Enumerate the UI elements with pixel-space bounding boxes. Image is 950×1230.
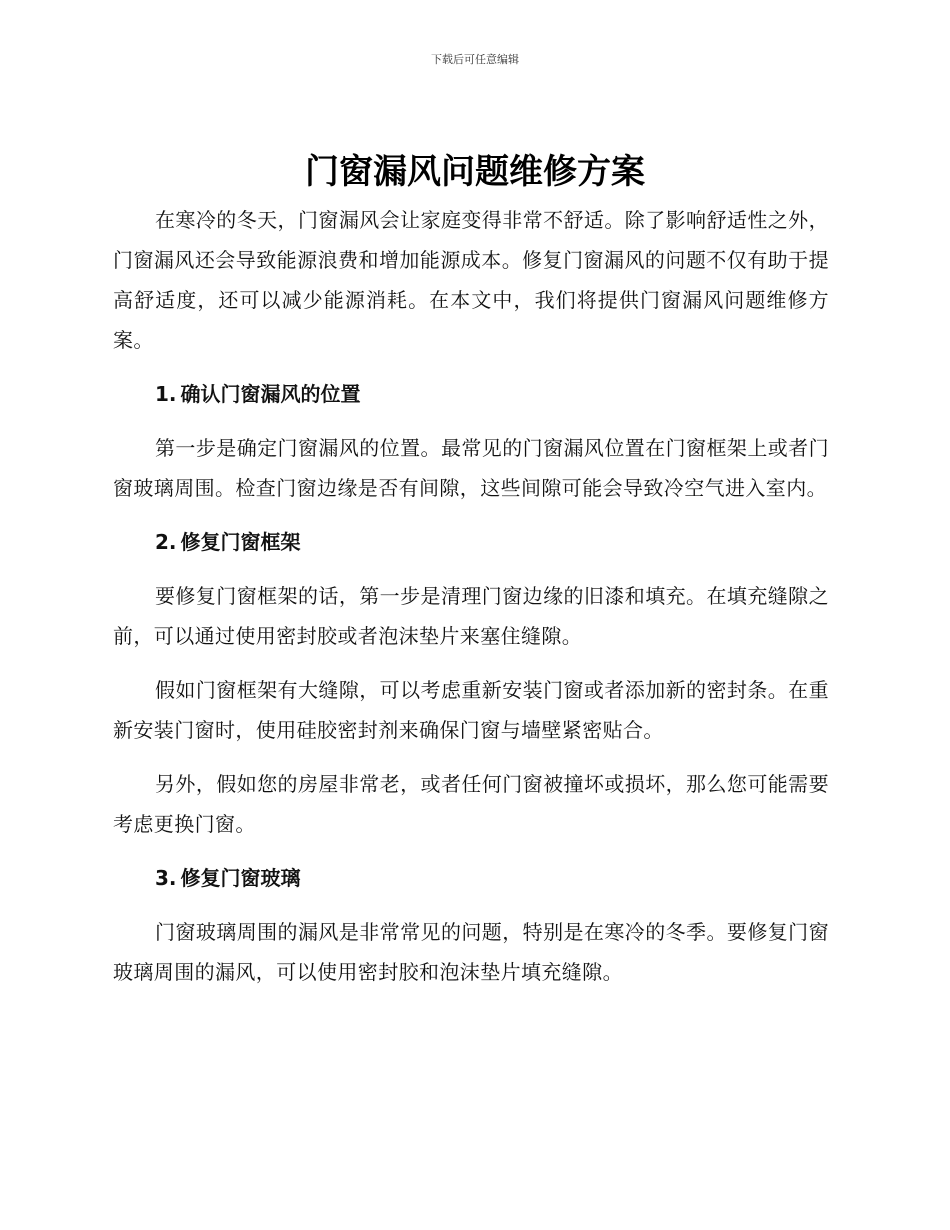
section-number: 1. (155, 382, 177, 406)
section-heading-2 (113, 522, 829, 562)
document-body (113, 200, 829, 1006)
intro-paragraph: 在寒冷的冬天，门窗漏风会让家庭变得非常不舒适。除了影响舒适性之外，门窗漏风还会导致能源浪费和增加能源成本。修复门窗漏风的问题不仅有助于提高舒适度，还可以减少能源消耗。在本文中，我们将提供门窗漏风问题维修方案。 (113, 208, 829, 352)
section-2-paragraph-2: 假如门窗框架有大缝隙，可以考虑重新安装门窗或者添加新的密封条。在重新安装门窗时，使用硅胶密封剂来确保门窗与墙壁紧密贴合。 (113, 678, 829, 742)
section-2-paragraph-1: 要修复门窗框架的话，第一步是清理门窗边缘的旧漆和填充。在填充缝隙之前，可以通过使用密封胶或者泡沫垫片来塞住缝隙。 (113, 584, 829, 648)
section-heading-3 (113, 858, 829, 898)
document-title: 门窗漏风问题维修方案 (305, 152, 645, 192)
section-1-paragraph-1: 第一步是确定门窗漏风的位置。最常见的门窗漏风位置在门窗框架上或者门窗玻璃周围。检查门窗边缘是否有间隙，这些间隙可能会导致冷空气进入室内。 (113, 436, 829, 500)
section-number: 2. (155, 530, 177, 554)
section-title: 修复门窗玻璃 (180, 866, 301, 890)
section-title: 修复门窗框架 (180, 530, 301, 554)
section-3-paragraph-1: 门窗玻璃周围的漏风是非常常见的问题，特别是在寒冷的冬季。要修复门窗玻璃周围的漏风，可以使用密封胶和泡沫垫片填充缝隙。 (113, 920, 829, 984)
section-title: 确认门窗漏风的位置 (180, 382, 361, 406)
section-number: 3. (155, 866, 177, 890)
page-header-note: 下载后可任意编辑 (431, 53, 519, 66)
section-2-paragraph-3: 另外，假如您的房屋非常老，或者任何门窗被撞坏或损坏，那么您可能需要考虑更换门窗。 (113, 772, 829, 836)
section-heading-1 (113, 374, 829, 414)
